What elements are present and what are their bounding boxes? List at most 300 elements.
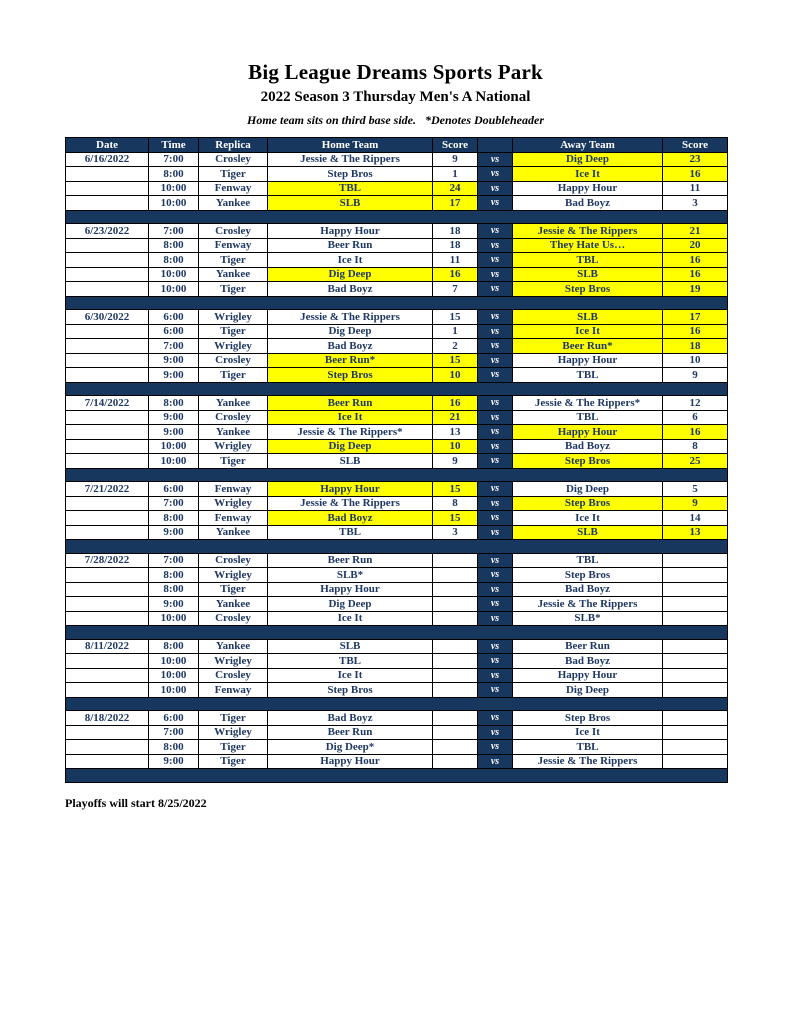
away-score-cell [663,740,728,755]
away-score-cell [663,754,728,769]
time-cell: 9:00 [149,425,199,440]
vs-cell: vs [478,353,513,368]
week-separator-row [66,697,728,711]
time-cell: 7:00 [149,339,199,354]
date-cell [66,267,149,282]
home-team-cell: Dig Deep [268,439,433,454]
replica-cell: Wrigley [199,568,268,583]
time-cell: 6:00 [149,324,199,339]
home-score-cell: 15 [433,353,478,368]
date-cell [66,754,149,769]
vs-cell: vs [478,167,513,182]
vs-cell: vs [478,725,513,740]
replica-cell: Tiger [199,368,268,383]
away-score-cell: 9 [663,496,728,511]
game-row [66,439,728,454]
date-cell [66,668,149,683]
home-team-cell: Ice It [268,611,433,626]
vs-cell: vs [478,511,513,526]
game-row [66,668,728,683]
header-row [66,138,728,153]
vs-cell: vs [478,238,513,253]
home-score-cell [433,611,478,626]
away-team-cell: Step Bros [513,282,663,297]
away-score-cell: 10 [663,353,728,368]
vs-cell: vs [478,425,513,440]
replica-cell: Fenway [199,511,268,526]
away-score-cell: 25 [663,454,728,469]
week-separator-bar [66,468,728,482]
home-score-cell [433,725,478,740]
home-score-cell [433,668,478,683]
away-team-cell: Bad Boyz [513,582,663,597]
away-team-cell: Bad Boyz [513,196,663,211]
away-team-cell: Step Bros [513,711,663,726]
header-away-team: Away Team [513,138,663,153]
time-cell: 9:00 [149,353,199,368]
time-cell: 10:00 [149,439,199,454]
away-team-cell: Bad Boyz [513,654,663,669]
date-cell [66,167,149,182]
date-cell [66,439,149,454]
home-score-cell: 2 [433,339,478,354]
game-row [66,238,728,253]
home-score-cell: 16 [433,396,478,411]
game-row [66,368,728,383]
time-cell: 7:00 [149,725,199,740]
away-score-cell [663,668,728,683]
home-team-cell: TBL [268,525,433,540]
home-score-cell: 15 [433,482,478,497]
away-score-cell: 13 [663,525,728,540]
time-cell: 10:00 [149,683,199,698]
away-team-cell: Ice It [513,511,663,526]
replica-cell: Crosley [199,410,268,425]
time-cell: 7:00 [149,553,199,568]
away-team-cell: Jessie & The Rippers [513,224,663,239]
week-separator-bar [66,626,728,640]
game-row [66,568,728,583]
away-team-cell: Jessie & The Rippers* [513,396,663,411]
away-team-cell: Beer Run* [513,339,663,354]
vs-cell: vs [478,711,513,726]
week-separator-bar [66,769,728,783]
home-team-cell: Bad Boyz [268,282,433,297]
game-row [66,181,728,196]
home-team-cell: Dig Deep* [268,740,433,755]
header-away-score: Score [663,138,728,153]
away-team-cell: Ice It [513,167,663,182]
home-team-cell: Jessie & The Rippers [268,310,433,325]
away-team-cell: TBL [513,410,663,425]
vs-cell: vs [478,496,513,511]
away-score-cell: 21 [663,224,728,239]
time-cell: 8:00 [149,639,199,654]
vs-cell: vs [478,339,513,354]
home-score-cell: 3 [433,525,478,540]
home-team-cell: Ice It [268,253,433,268]
away-team-cell: Dig Deep [513,152,663,167]
replica-cell: Crosley [199,224,268,239]
table-header [66,138,728,153]
time-cell: 10:00 [149,654,199,669]
away-score-cell: 14 [663,511,728,526]
home-score-cell: 11 [433,253,478,268]
away-team-cell: They Hate Us… [513,238,663,253]
home-score-cell: 1 [433,324,478,339]
replica-cell: Tiger [199,711,268,726]
game-row [66,553,728,568]
title-block [0,0,791,128]
home-team-note: Home team sits on third base side. *Denotes Doubleheader [247,113,544,127]
away-score-cell [663,639,728,654]
header-home-score: Score [433,138,478,153]
header-date: Date [66,138,149,153]
home-team-cell: Step Bros [268,368,433,383]
vs-cell: vs [478,282,513,297]
home-score-cell: 16 [433,267,478,282]
game-row [66,725,728,740]
game-row [66,324,728,339]
away-score-cell [663,683,728,698]
vs-cell: vs [478,525,513,540]
date-cell [66,238,149,253]
game-row [66,339,728,354]
home-score-cell [433,639,478,654]
time-cell: 10:00 [149,181,199,196]
week-separator-row [66,382,728,396]
away-score-cell [663,568,728,583]
vs-cell: vs [478,683,513,698]
date-cell: 6/30/2022 [66,310,149,325]
time-cell: 7:00 [149,224,199,239]
home-team-cell: TBL [268,181,433,196]
away-team-cell: Jessie & The Rippers [513,597,663,612]
home-score-cell: 18 [433,238,478,253]
away-score-cell: 16 [663,425,728,440]
time-cell: 8:00 [149,253,199,268]
away-team-cell: TBL [513,740,663,755]
game-row [66,496,728,511]
home-team-cell: SLB* [268,568,433,583]
game-row [66,224,728,239]
time-cell: 9:00 [149,368,199,383]
week-separator-row [66,626,728,640]
replica-cell: Tiger [199,740,268,755]
away-score-cell [663,553,728,568]
date-cell [66,324,149,339]
game-row [66,454,728,469]
home-team-cell: Happy Hour [268,754,433,769]
date-cell [66,683,149,698]
header-replica: Replica [199,138,268,153]
away-score-cell: 5 [663,482,728,497]
date-cell [66,525,149,540]
vs-cell: vs [478,310,513,325]
replica-cell: Yankee [199,525,268,540]
away-score-cell: 20 [663,238,728,253]
vs-cell: vs [478,253,513,268]
replica-cell: Tiger [199,167,268,182]
replica-cell: Fenway [199,238,268,253]
time-cell: 8:00 [149,582,199,597]
home-team-cell: Jessie & The Rippers [268,496,433,511]
vs-cell: vs [478,597,513,612]
home-score-cell [433,683,478,698]
game-row [66,740,728,755]
replica-cell: Crosley [199,152,268,167]
date-cell [66,454,149,469]
away-score-cell: 16 [663,253,728,268]
home-score-cell [433,597,478,612]
home-score-cell: 15 [433,511,478,526]
time-cell: 10:00 [149,611,199,626]
vs-cell: vs [478,181,513,196]
home-score-cell [433,582,478,597]
away-team-cell: Happy Hour [513,181,663,196]
playoffs-note: Playoffs will start 8/25/2022 [65,795,207,810]
home-team-cell: SLB [268,639,433,654]
home-score-cell: 13 [433,425,478,440]
date-cell [66,740,149,755]
home-team-cell: Happy Hour [268,224,433,239]
home-team-cell: Jessie & The Rippers [268,152,433,167]
away-score-cell [663,654,728,669]
game-row [66,511,728,526]
page-title: Big League Dreams Sports Park [248,60,543,84]
away-team-cell: TBL [513,553,663,568]
time-cell: 9:00 [149,754,199,769]
home-team-cell: Bad Boyz [268,339,433,354]
replica-cell: Crosley [199,668,268,683]
date-cell [66,410,149,425]
vs-cell: vs [478,368,513,383]
header-time: Time [149,138,199,153]
away-score-cell: 12 [663,396,728,411]
replica-cell: Wrigley [199,725,268,740]
away-score-cell [663,611,728,626]
away-team-cell: SLB [513,525,663,540]
time-cell: 8:00 [149,238,199,253]
home-team-cell: Beer Run [268,396,433,411]
date-cell [66,339,149,354]
week-separator-row [66,468,728,482]
away-score-cell [663,725,728,740]
away-score-cell: 16 [663,324,728,339]
home-score-cell: 18 [433,224,478,239]
vs-cell: vs [478,553,513,568]
away-team-cell: Step Bros [513,496,663,511]
time-cell: 9:00 [149,525,199,540]
away-team-cell: SLB [513,267,663,282]
time-cell: 9:00 [149,410,199,425]
time-cell: 7:00 [149,496,199,511]
vs-cell: vs [478,668,513,683]
home-score-cell: 10 [433,439,478,454]
date-cell: 7/28/2022 [66,553,149,568]
date-cell [66,511,149,526]
replica-cell: Yankee [199,396,268,411]
vs-cell: vs [478,396,513,411]
away-team-cell: Ice It [513,324,663,339]
away-score-cell: 17 [663,310,728,325]
game-row [66,353,728,368]
away-team-cell: Dig Deep [513,683,663,698]
date-cell [66,253,149,268]
away-team-cell: Ice It [513,725,663,740]
vs-cell: vs [478,482,513,497]
away-team-cell: Step Bros [513,568,663,583]
time-cell: 10:00 [149,267,199,282]
vs-cell: vs [478,582,513,597]
table-body [66,152,728,782]
date-cell [66,568,149,583]
vs-cell: vs [478,454,513,469]
replica-cell: Wrigley [199,496,268,511]
date-cell [66,654,149,669]
replica-cell: Crosley [199,611,268,626]
time-cell: 8:00 [149,511,199,526]
vs-cell: vs [478,568,513,583]
home-score-cell: 1 [433,167,478,182]
replica-cell: Yankee [199,267,268,282]
home-team-cell: Dig Deep [268,267,433,282]
vs-cell: vs [478,611,513,626]
home-team-cell: Dig Deep [268,597,433,612]
away-score-cell: 19 [663,282,728,297]
week-separator-bar [66,296,728,310]
header-vs [478,138,513,153]
replica-cell: Yankee [199,196,268,211]
date-cell [66,353,149,368]
home-team-cell: Jessie & The Rippers* [268,425,433,440]
home-score-cell: 10 [433,368,478,383]
game-row [66,196,728,211]
date-cell: 6/23/2022 [66,224,149,239]
away-team-cell: Dig Deep [513,482,663,497]
game-row [66,410,728,425]
date-cell [66,582,149,597]
vs-cell: vs [478,410,513,425]
replica-cell: Fenway [199,181,268,196]
away-score-cell: 18 [663,339,728,354]
week-separator-row [66,769,728,783]
time-cell: 8:00 [149,396,199,411]
game-row [66,711,728,726]
game-row [66,683,728,698]
game-row [66,639,728,654]
home-score-cell [433,568,478,583]
week-separator-row [66,296,728,310]
week-separator-row [66,540,728,554]
date-cell: 6/16/2022 [66,152,149,167]
away-score-cell [663,582,728,597]
home-team-cell: Bad Boyz [268,511,433,526]
date-cell [66,611,149,626]
game-row [66,582,728,597]
replica-cell: Yankee [199,597,268,612]
game-row [66,167,728,182]
away-team-cell: Bad Boyz [513,439,663,454]
away-score-cell: 16 [663,167,728,182]
replica-cell: Wrigley [199,439,268,454]
game-row [66,282,728,297]
game-row [66,597,728,612]
home-team-cell: Happy Hour [268,482,433,497]
away-team-cell: TBL [513,253,663,268]
away-score-cell: 9 [663,368,728,383]
away-team-cell: Happy Hour [513,425,663,440]
home-team-cell: Beer Run [268,238,433,253]
away-team-cell: Happy Hour [513,353,663,368]
vs-cell: vs [478,152,513,167]
time-cell: 8:00 [149,568,199,583]
game-row [66,654,728,669]
away-score-cell: 6 [663,410,728,425]
away-team-cell: SLB [513,310,663,325]
week-separator-bar [66,210,728,224]
time-cell: 10:00 [149,668,199,683]
home-score-cell: 7 [433,282,478,297]
game-row [66,611,728,626]
header-home-team: Home Team [268,138,433,153]
home-score-cell: 21 [433,410,478,425]
away-score-cell [663,597,728,612]
replica-cell: Tiger [199,324,268,339]
home-score-cell: 9 [433,454,478,469]
replica-cell: Tiger [199,282,268,297]
time-cell: 8:00 [149,167,199,182]
page-subtitle: 2022 Season 3 Thursday Men's A National [260,89,531,105]
date-cell [66,282,149,297]
vs-cell: vs [478,439,513,454]
away-team-cell: Beer Run [513,639,663,654]
vs-cell: vs [478,654,513,669]
time-cell: 8:00 [149,740,199,755]
time-cell: 7:00 [149,152,199,167]
vs-cell: vs [478,740,513,755]
game-row [66,152,728,167]
week-separator-bar [66,540,728,554]
replica-cell: Yankee [199,425,268,440]
date-cell [66,597,149,612]
replica-cell: Fenway [199,683,268,698]
date-cell [66,368,149,383]
time-cell: 10:00 [149,282,199,297]
game-row [66,482,728,497]
game-row [66,425,728,440]
home-team-cell: Happy Hour [268,582,433,597]
replica-cell: Yankee [199,639,268,654]
home-team-cell: Step Bros [268,683,433,698]
home-score-cell [433,740,478,755]
time-cell: 10:00 [149,454,199,469]
date-cell: 7/21/2022 [66,482,149,497]
home-score-cell [433,654,478,669]
away-score-cell: 23 [663,152,728,167]
home-score-cell [433,553,478,568]
date-cell [66,496,149,511]
away-team-cell: Happy Hour [513,668,663,683]
home-score-cell: 9 [433,152,478,167]
time-cell: 9:00 [149,597,199,612]
game-row [66,754,728,769]
away-team-cell: Step Bros [513,454,663,469]
away-score-cell: 8 [663,439,728,454]
game-row [66,253,728,268]
home-score-cell [433,754,478,769]
replica-cell: Crosley [199,353,268,368]
